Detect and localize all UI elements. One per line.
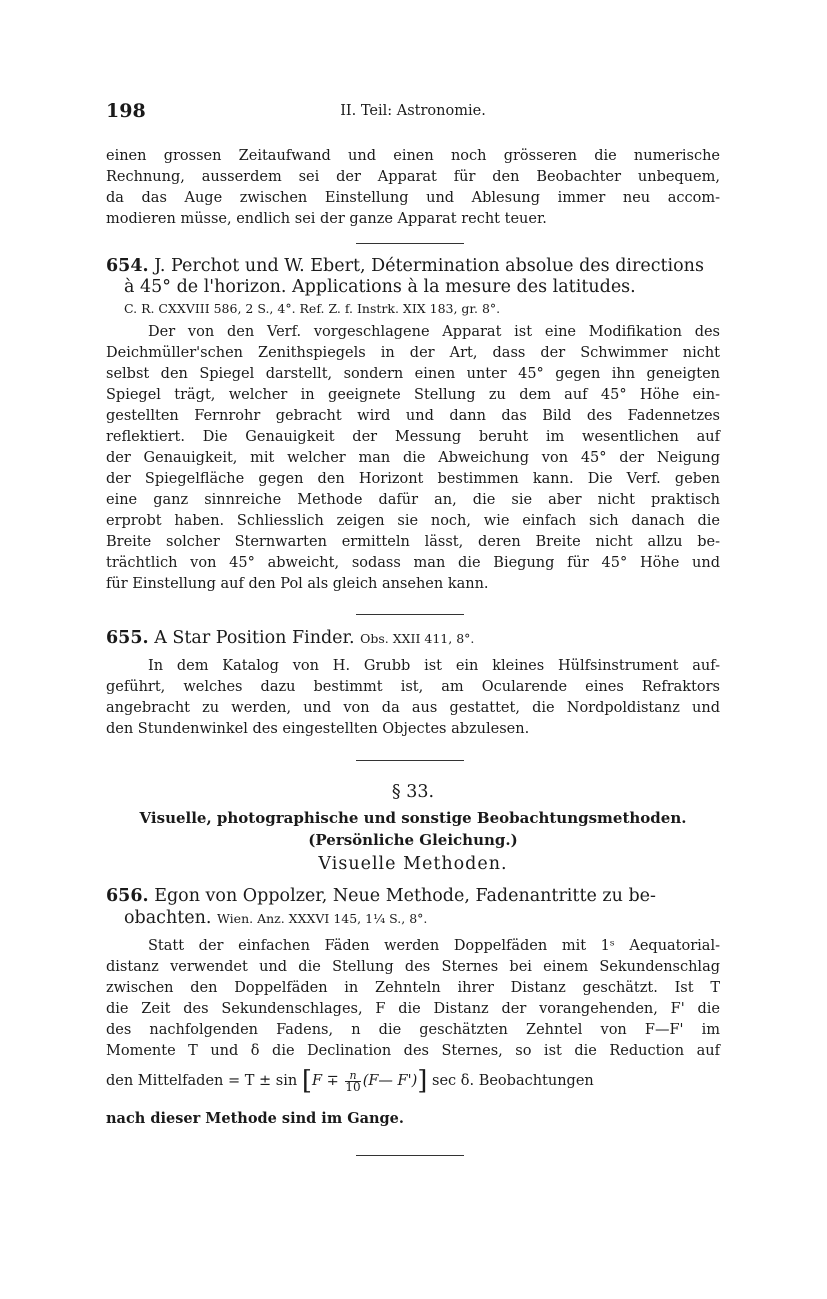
entry-heading bbox=[106, 256, 720, 277]
text-line: zwischen den Doppelfäden in Zehnteln ihrer Distanz geschätzt. Ist T bbox=[106, 980, 720, 996]
fraction-denominator: 10 bbox=[345, 1079, 361, 1094]
text-line: der Genauigkeit, mit welcher man die Abweichung von 45° der Neigung bbox=[106, 450, 720, 466]
entry-title: A Star Position Finder. bbox=[154, 628, 355, 648]
text-line: In dem Katalog von H. Grubb ist ein kleines Hülfsinstrument auf- bbox=[148, 658, 720, 674]
subsection-title: Visuelle Methoden. bbox=[318, 854, 508, 874]
entry-number: 655. bbox=[106, 628, 149, 648]
separator-rule bbox=[356, 1155, 464, 1156]
entry-reference: Obs. XXII 411, 8°. bbox=[360, 631, 475, 646]
fraction-numerator: n bbox=[345, 1070, 360, 1082]
page-number: 198 bbox=[106, 100, 146, 122]
formula-inner: F ∓ bbox=[311, 1073, 339, 1089]
entry-title-continued bbox=[124, 908, 720, 929]
separator-rule bbox=[356, 614, 464, 615]
text-line: den Stundenwinkel des eingestellten Objectes abzulesen. bbox=[106, 721, 530, 737]
formula-tail: (F— F') bbox=[362, 1073, 418, 1089]
right-bracket: ] bbox=[417, 1066, 428, 1096]
text-line: modieren müsse, endlich sei der ganze Apparat recht teuer. bbox=[106, 211, 547, 227]
text-line: gestellten Fernrohr gebracht wird und dann das Bild des Fadennetzes bbox=[106, 408, 720, 424]
text-line: Statt der einfachen Fäden werden Doppelfäden mit 1ˢ Aequatorial- bbox=[148, 938, 720, 954]
text-line: reflektiert. Die Genauigkeit der Messung beruht im wesentlichen auf bbox=[106, 429, 720, 445]
text-line: Deichmüller'schen Zenithspiegels in der Art, dass der Schwimmer nicht bbox=[106, 345, 720, 361]
entry-heading bbox=[106, 628, 720, 649]
entry-reference: C. R. CXXVIII 586, 2 S., 4°. Ref. Z. f. Instrk. XIX 183, gr. 8°. bbox=[124, 301, 501, 316]
fraction-n-over-10 bbox=[345, 1070, 360, 1093]
formula-lead: den Mittelfaden = T ± sin bbox=[106, 1073, 298, 1089]
text-line: einen grossen Zeitaufwand und einen noch grösseren die numerische bbox=[106, 148, 720, 164]
separator-rule bbox=[356, 243, 464, 244]
left-bracket: [ bbox=[301, 1066, 312, 1096]
section-number: § 33. bbox=[391, 782, 435, 802]
section-title: Visuelle, photographische und sonstige Beobachtungsmethoden. bbox=[139, 809, 687, 827]
separator-rule bbox=[356, 760, 464, 761]
text-line: Breite solcher Sternwarten ermitteln lässt, deren Breite nicht allzu be- bbox=[106, 534, 720, 550]
text-line: distanz verwendet und die Stellung des Sternes bei einem Sekundenschlag bbox=[106, 959, 720, 975]
text-line: trächtlich von 45° abweicht, sodass man die Biegung für 45° Höhe und bbox=[106, 555, 720, 571]
text-line: die Zeit des Sekundenschlages, F die Distanz der vorangehenden, F' die bbox=[106, 1001, 720, 1017]
entry-heading bbox=[106, 886, 720, 907]
text-line: Rechnung, ausserdem sei der Apparat für den Beobachter unbequem, bbox=[106, 169, 720, 185]
formula-line bbox=[106, 1066, 720, 1096]
text-line: geführt, welches dazu bestimmt ist, am Ocularende eines Refraktors bbox=[106, 679, 720, 695]
text-line: eine ganz sinnreiche Methode dafür an, die sie aber nicht praktisch bbox=[106, 492, 720, 508]
formula-after: sec δ. Beobachtungen bbox=[432, 1073, 594, 1089]
entry-number: 654. bbox=[106, 256, 149, 276]
entry-title-tail: obachten. bbox=[124, 908, 212, 928]
text-line: erprobt haben. Schliesslich zeigen sie noch, wie einfach sich danach die bbox=[106, 513, 720, 529]
entry-title-continued: à 45° de l'horizon. Applications à la mesure des latitudes. bbox=[124, 277, 636, 297]
section-subtitle: (Persönliche Gleichung.) bbox=[308, 831, 518, 849]
entry-authors-title: Egon von Oppolzer, Neue Methode, Fadenantritte zu be- bbox=[154, 886, 656, 906]
page-header bbox=[106, 100, 720, 126]
text-line: angebracht zu werden, und von da aus gestattet, die Nordpoldistanz und bbox=[106, 700, 720, 716]
text-line: Momente T und δ die Declination des Sternes, so ist die Reduction auf bbox=[106, 1043, 720, 1059]
text-line: des nachfolgenden Fadens, n die geschätzten Zehntel von F—F' im bbox=[106, 1022, 720, 1038]
text-line: Spiegel trägt, welcher in geeignete Stellung zu dem auf 45° Höhe ein- bbox=[106, 387, 720, 403]
entry-number: 656. bbox=[106, 886, 149, 906]
text-line: selbst den Spiegel darstellt, sondern einen unter 45° gegen ihn geneigten bbox=[106, 366, 720, 382]
entry-reference: Wien. Anz. XXXVI 145, 1¼ S., 8°. bbox=[217, 911, 428, 926]
text-line: da das Auge zwischen Einstellung und Ablesung immer neu accom- bbox=[106, 190, 720, 206]
running-title: II. Teil: Astronomie. bbox=[340, 103, 486, 119]
text-line: Der von den Verf. vorgeschlagene Apparat ist eine Modifikation des bbox=[148, 324, 720, 340]
text-line: nach dieser Methode sind im Gange. bbox=[106, 1110, 404, 1127]
text-line: der Spiegelfläche gegen den Horizont bestimmen kann. Die Verf. geben bbox=[106, 471, 720, 487]
entry-authors-title: J. Perchot und W. Ebert, Détermination absolue des directions bbox=[154, 256, 704, 276]
text-line: für Einstellung auf den Pol als gleich ansehen kann. bbox=[106, 576, 489, 592]
